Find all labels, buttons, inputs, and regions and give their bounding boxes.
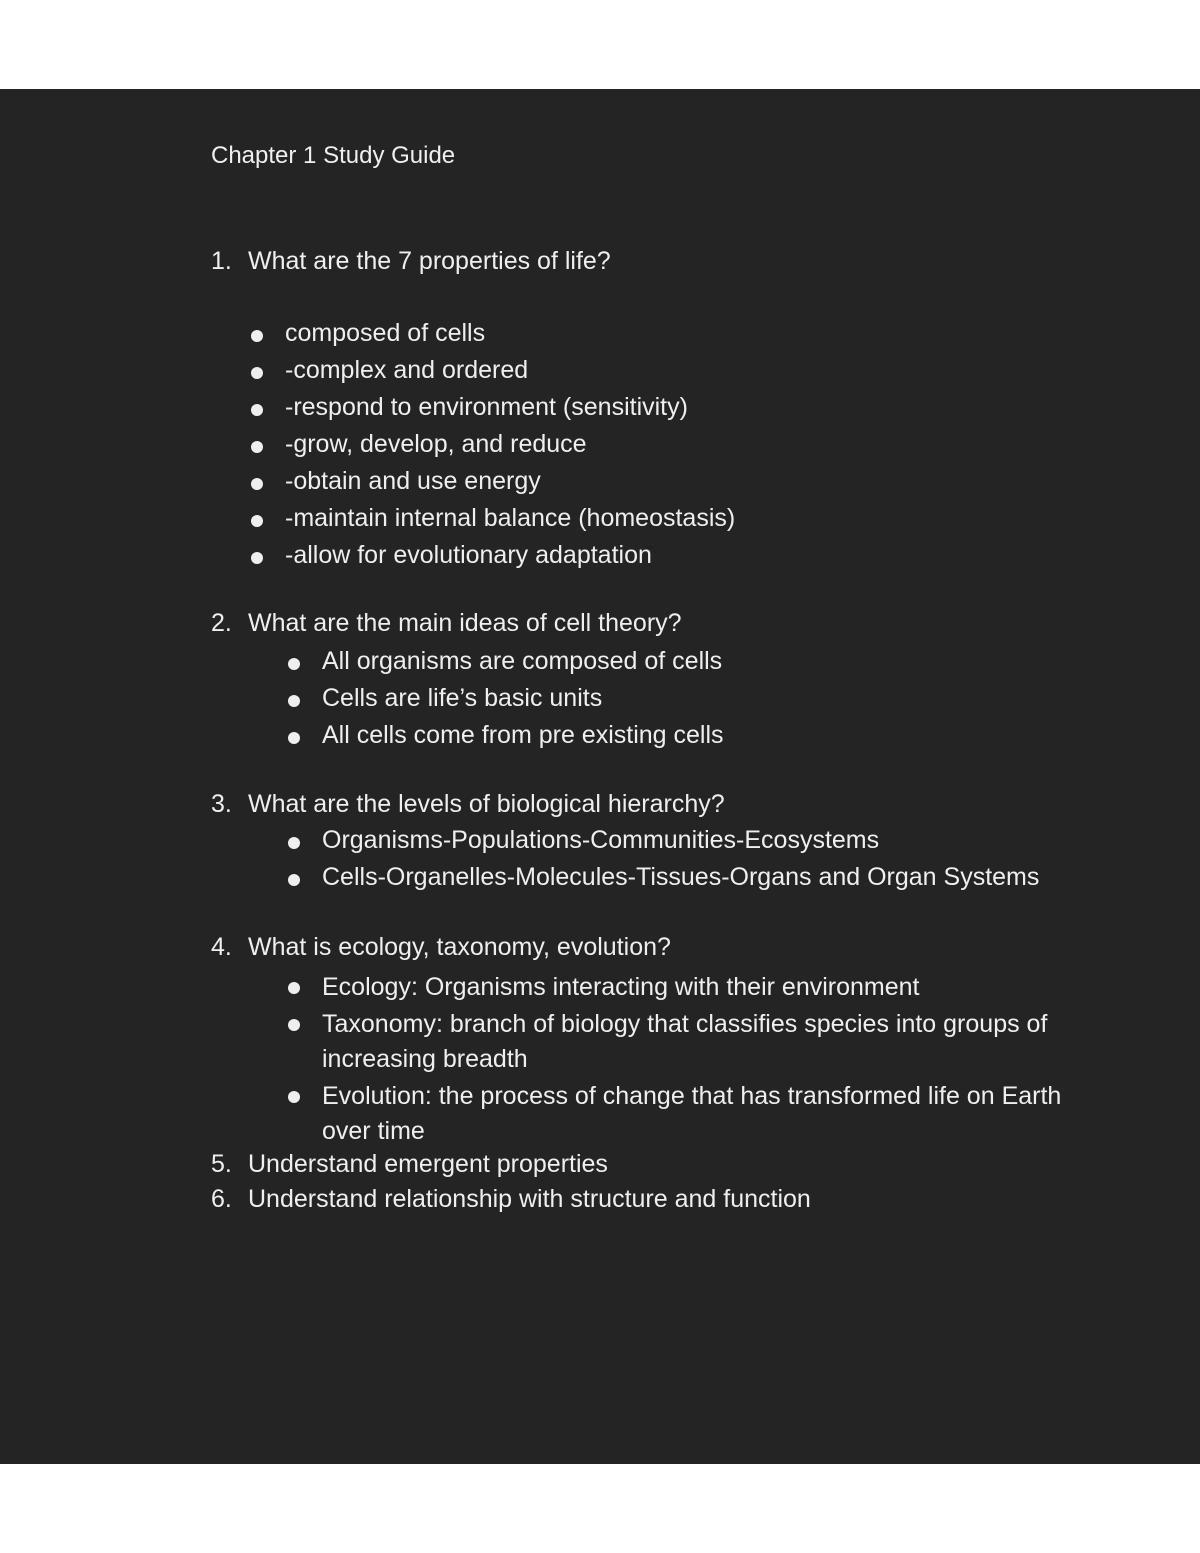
question-4 bbox=[211, 932, 671, 962]
document-title: Chapter 1 Study Guide bbox=[211, 142, 456, 169]
question-text: What are the 7 properties of life? bbox=[248, 247, 611, 275]
list-item-text: Evolution: the process of change that has transformed life on Earth over time bbox=[322, 1082, 1062, 1145]
list-item-text: Taxonomy: branch of biology that classifies species into groups of increasing breadth bbox=[322, 1010, 1048, 1073]
list-item-text: Ecology: Organisms interacting with their environment bbox=[322, 973, 920, 1001]
list-item bbox=[285, 862, 1039, 899]
list-item bbox=[248, 392, 735, 429]
list-item-text: -obtain and use energy bbox=[285, 467, 541, 495]
question-number: 5. bbox=[211, 1150, 232, 1178]
list-item bbox=[285, 970, 1100, 1005]
list-item-text: Cells-Organelles-Molecules-Tissues-Organs and Organ Systems bbox=[322, 863, 1040, 891]
list-item bbox=[248, 540, 735, 577]
list-item bbox=[248, 466, 735, 503]
list-item-text: -maintain internal balance (homeostasis) bbox=[285, 504, 736, 532]
question-text: What are the levels of biological hierarchy? bbox=[248, 790, 725, 818]
list-item bbox=[285, 1007, 1100, 1077]
question-text: What are the main ideas of cell theory? bbox=[248, 609, 682, 637]
list-item-text: Organisms-Populations-Communities-Ecosystems bbox=[322, 826, 880, 854]
question-text: Understand emergent properties bbox=[248, 1150, 608, 1178]
list-item-text: -complex and ordered bbox=[285, 356, 529, 384]
list-item bbox=[285, 825, 1039, 862]
question-3 bbox=[211, 789, 725, 819]
list-item bbox=[285, 646, 724, 683]
question-number: 1. bbox=[211, 247, 232, 275]
question-text: What is ecology, taxonomy, evolution? bbox=[248, 933, 671, 961]
question-2 bbox=[211, 608, 682, 638]
question-1 bbox=[211, 246, 611, 276]
list-item bbox=[248, 503, 735, 540]
list-item bbox=[248, 429, 735, 466]
list-item-text: -allow for evolutionary adaptation bbox=[285, 541, 652, 569]
document-page bbox=[0, 89, 1200, 1464]
question-number: 6. bbox=[211, 1185, 232, 1213]
list-item-text: composed of cells bbox=[285, 319, 486, 347]
list-item bbox=[285, 1079, 1100, 1149]
question-2-answers bbox=[285, 646, 724, 757]
question-4-answers bbox=[285, 970, 1100, 1149]
question-1-answers bbox=[248, 318, 735, 577]
question-text: Understand relationship with structure and function bbox=[248, 1185, 811, 1213]
list-item-text: All cells come from pre existing cells bbox=[322, 721, 724, 749]
list-item-text: All organisms are composed of cells bbox=[322, 647, 723, 675]
list-item bbox=[285, 720, 724, 757]
question-number: 2. bbox=[211, 609, 232, 637]
question-number: 3. bbox=[211, 790, 232, 818]
list-item bbox=[248, 318, 735, 355]
list-item bbox=[285, 683, 724, 720]
list-item-text: Cells are life’s basic units bbox=[322, 684, 603, 712]
question-number: 4. bbox=[211, 933, 232, 961]
list-item-text: -grow, develop, and reduce bbox=[285, 430, 587, 458]
question-6 bbox=[211, 1184, 811, 1214]
list-item-text: -respond to environment (sensitivity) bbox=[285, 393, 688, 421]
question-3-answers bbox=[285, 825, 1039, 899]
question-5 bbox=[211, 1149, 608, 1179]
list-item bbox=[248, 355, 735, 392]
